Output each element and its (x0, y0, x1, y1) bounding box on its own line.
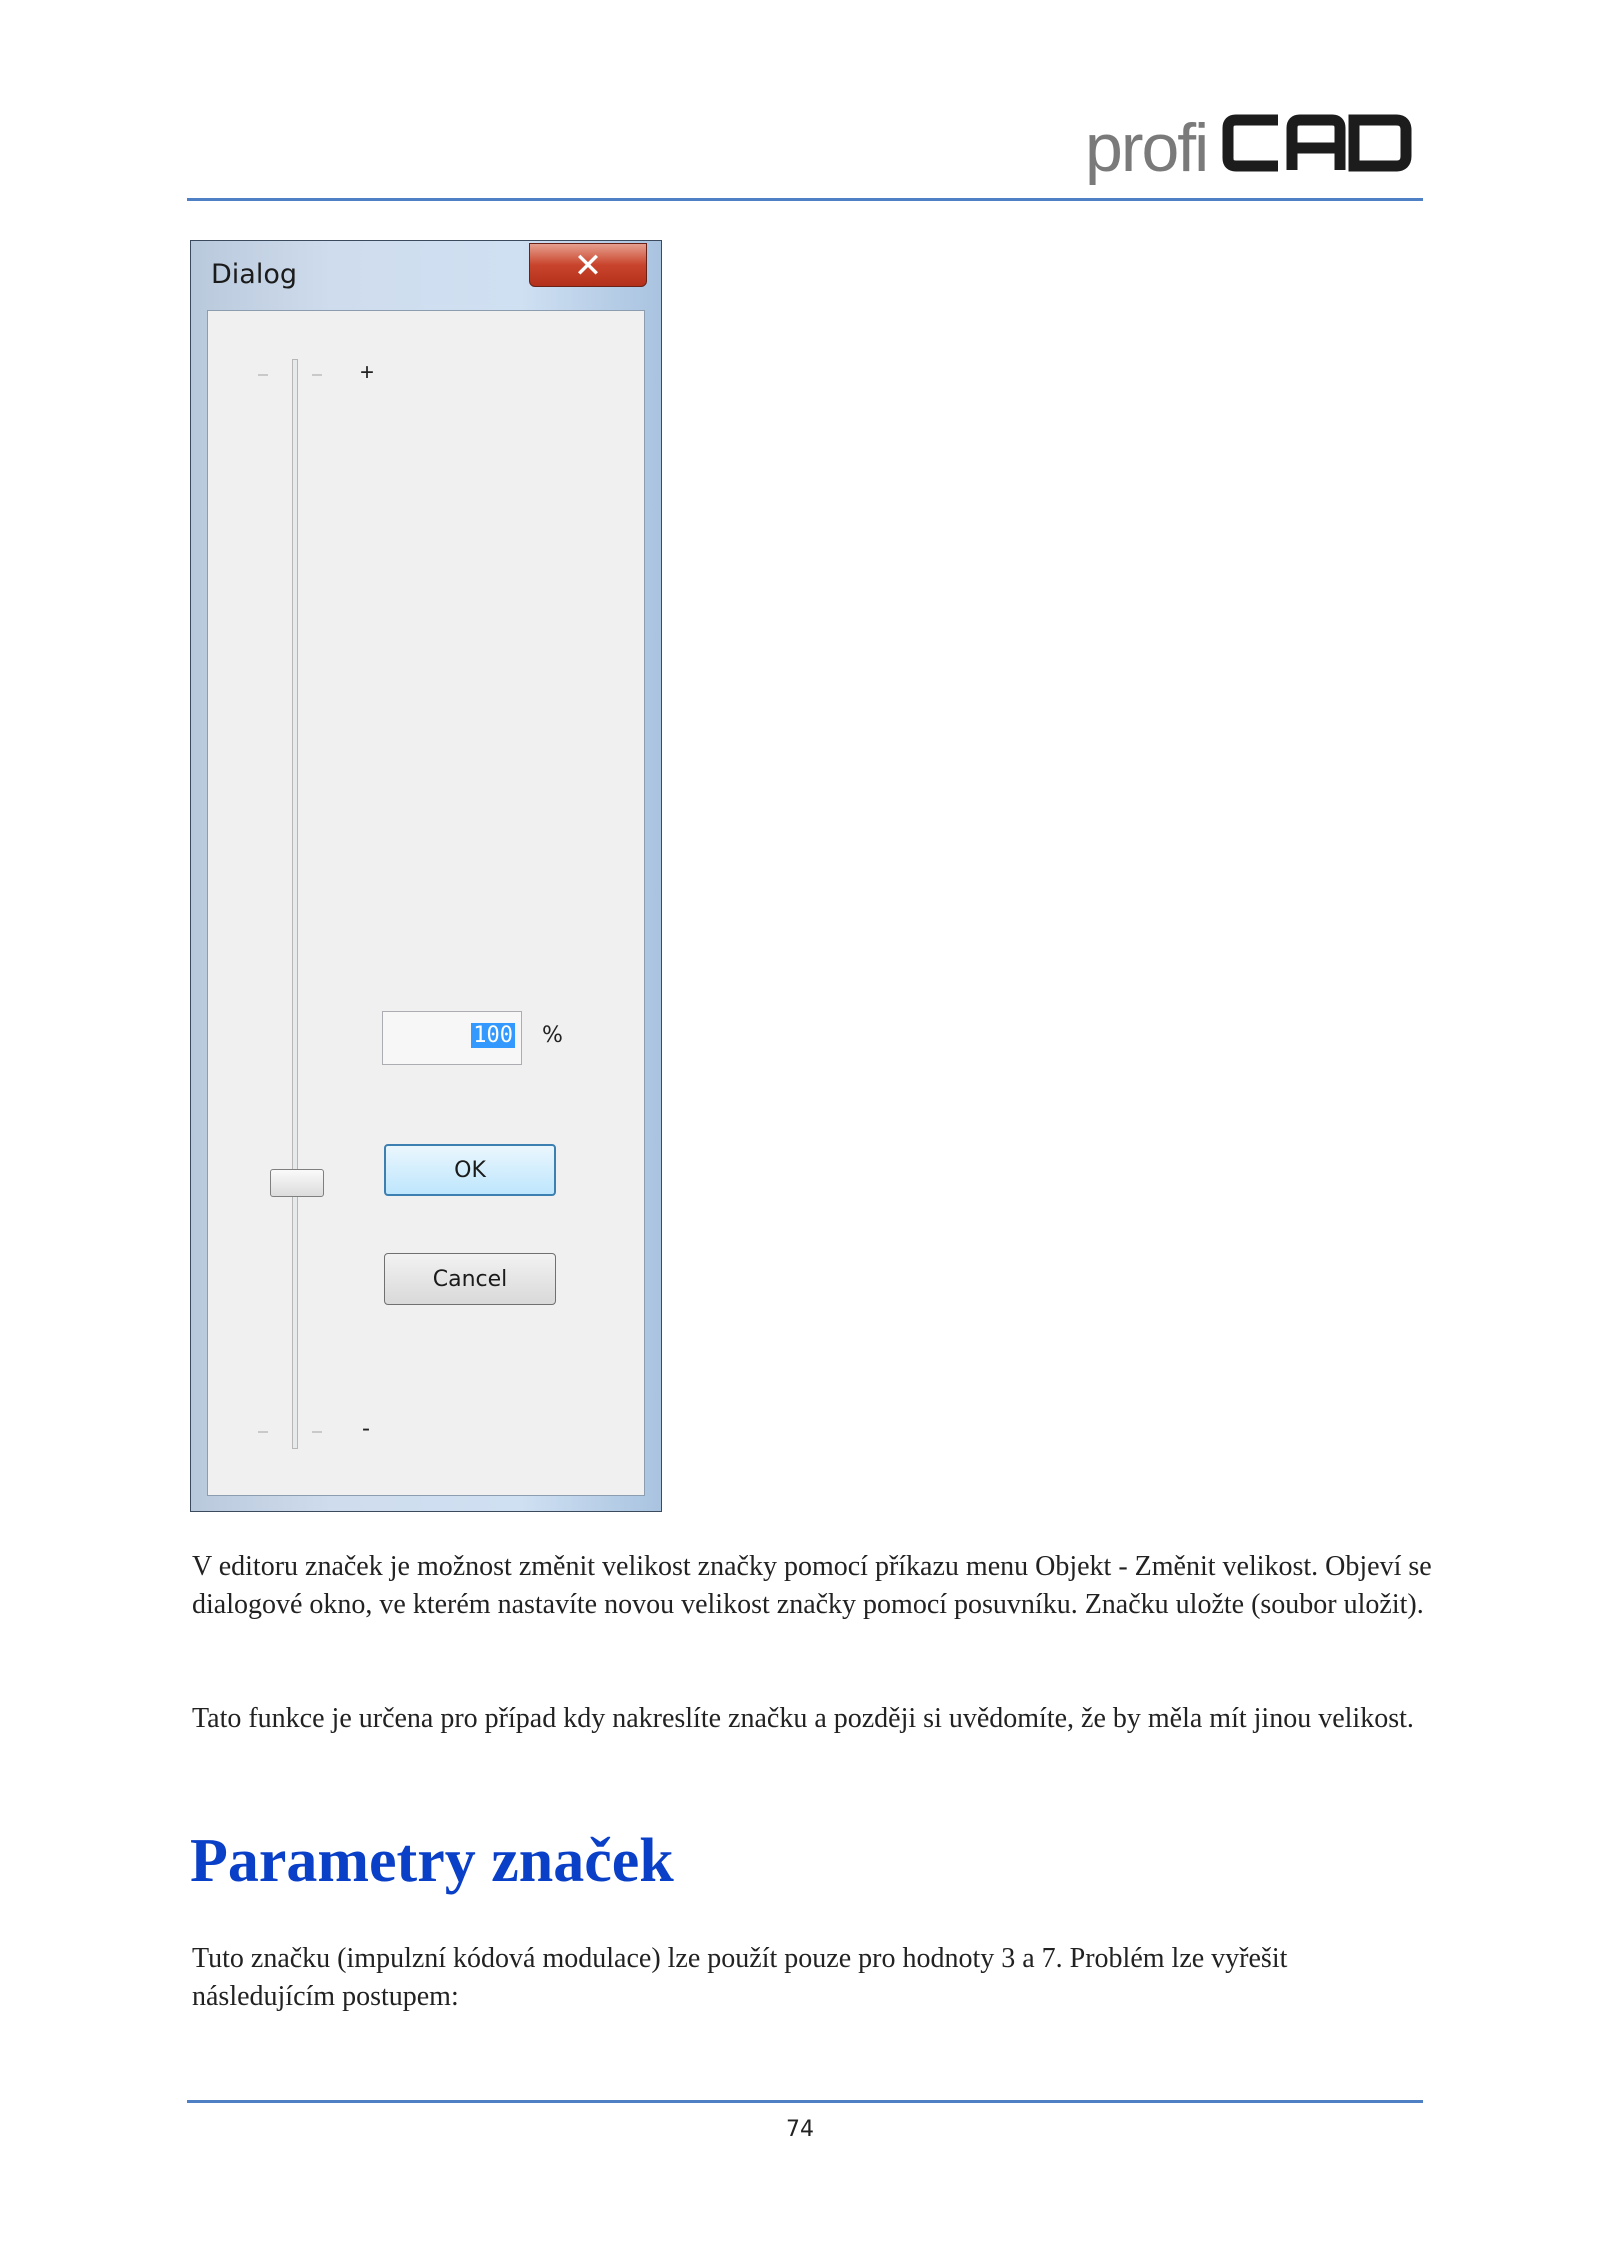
cancel-button[interactable]: Cancel (384, 1253, 556, 1305)
section-heading: Parametry značek (190, 1827, 674, 1895)
percent-unit-label: % (542, 1023, 563, 1048)
logo-prefix: profi (1085, 110, 1208, 186)
dialog-title: Dialog (211, 259, 297, 290)
resize-dialog-window (190, 240, 662, 1512)
header-rule (187, 198, 1423, 201)
paragraph-parameters: Tuto značku (impulzní kódová modulace) lze použít pouze pro hodnoty 3 a 7. Problém lze vyřešit následujícím postupem: (192, 1943, 1288, 2012)
page-number: 74 (786, 2117, 814, 2142)
close-button[interactable] (529, 243, 647, 287)
paragraph-resize-description: V editoru značek je možnost změnit velikost značky pomocí příkazu menu Objekt - Změnit velikost. Objeví se dialogové okno, ve kterém nastavíte novou velikost značky pomocí posuvníku. Značku uložte (soubor uložit). (192, 1551, 1432, 1620)
slider-min-label: - (362, 1415, 370, 1442)
slider-max-label: + (360, 359, 375, 386)
size-slider-thumb[interactable] (270, 1169, 324, 1197)
footer-rule (187, 2100, 1423, 2103)
size-slider-track[interactable] (292, 359, 298, 1449)
size-value-selected: 100 (473, 1023, 513, 1048)
size-percent-input[interactable] (382, 1011, 522, 1065)
ok-button[interactable]: OK (384, 1144, 556, 1196)
slider-tick (312, 1431, 322, 1433)
paragraph-purpose: Tato funkce je určena pro případ kdy nakreslíte značku a později si uvědomíte, že by měla mít jinou velikost. (192, 1703, 1414, 1734)
proficad-logo (1085, 108, 1415, 188)
slider-tick (312, 374, 322, 376)
close-icon: ✕ (573, 246, 603, 286)
slider-tick (258, 374, 268, 376)
logo-cad-mark (1220, 108, 1420, 178)
dialog-client-area (207, 310, 645, 1496)
slider-tick (258, 1431, 268, 1433)
